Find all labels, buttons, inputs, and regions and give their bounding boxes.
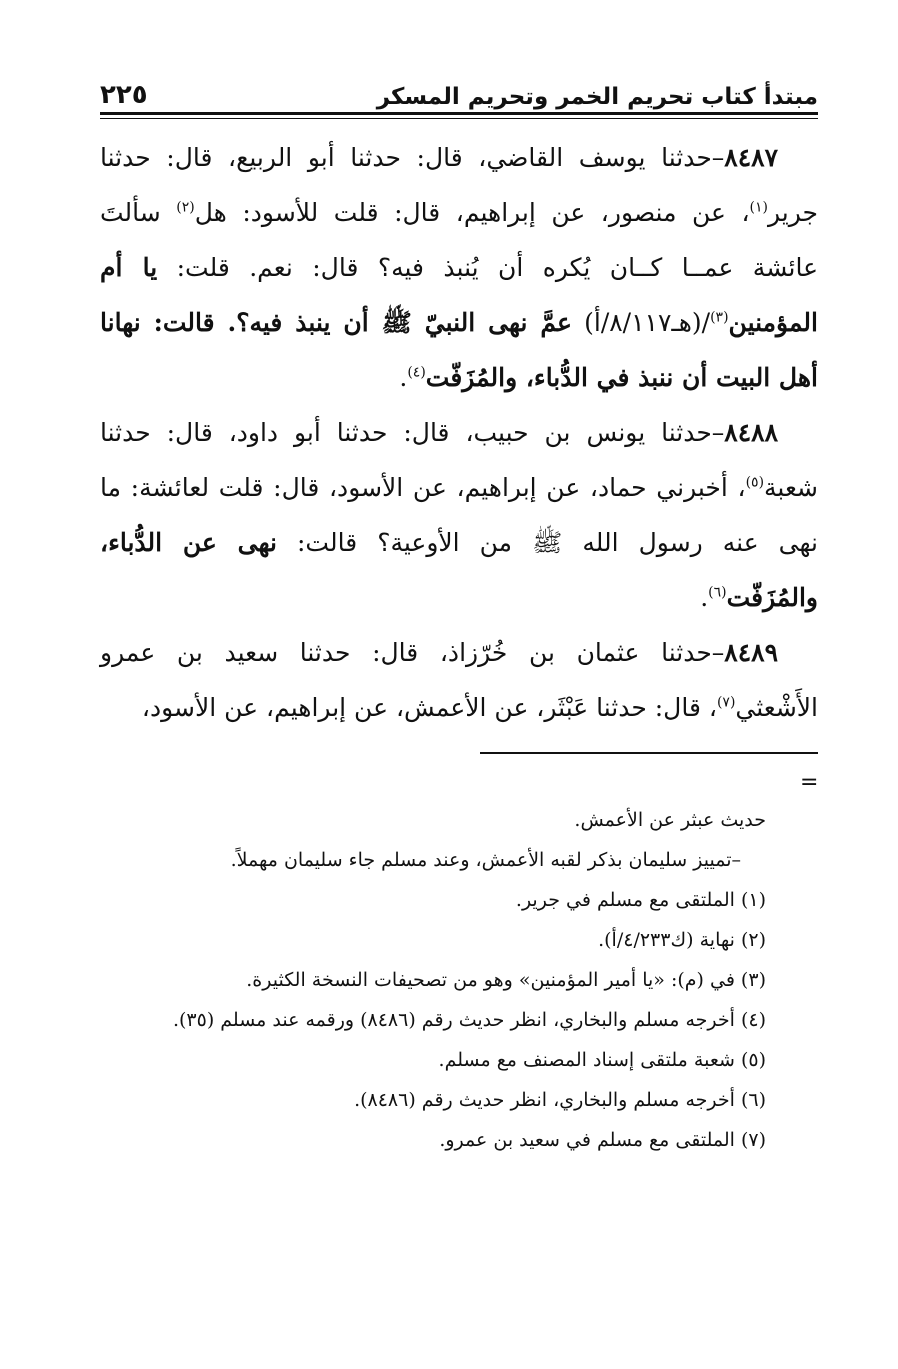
footnote-ref: (٣) (710, 309, 729, 326)
footnote-continuation: –تمييز سليمان بذكر لقبه الأعمش، وعند مسلم جاء سليمان مهملاً. (230, 849, 741, 871)
hadith-matn: عمَّ نهى النبيّ ﷺ أن ينبذ فيه؟. قالت: نهانا أهل البيت أن ننبذ في الدُّباء، والمُزَفّت (100, 308, 818, 392)
hadith-text: سألتَ عائشة عمــا كــان يُكره أن يُنبذ فيه؟ قال: نعم. قلت: (100, 198, 818, 282)
footnote-item: (٥) شعبة ملتقى إسناد المصنف مع مسلم. (438, 1049, 766, 1071)
footnote-item: (٧) الملتقى مع مسلم في سعيد بن عمرو. (439, 1129, 766, 1151)
hadith-text: –حدثنا يوسف القاضي، قال: حدثنا أبو الربيع، قال: حدثنا جرير (100, 143, 818, 227)
header-rule-thin (100, 118, 818, 119)
hadith-number: ٨٤٨٩ (724, 638, 778, 667)
footnote-ref: (٤) (407, 364, 426, 381)
running-title: مبتدأ كتاب تحريم الخمر وتحريم المسكر (376, 84, 818, 110)
page-header (100, 70, 818, 110)
hadith-number: ٨٤٨٨ (724, 418, 778, 447)
footnote-item: (٦) أخرجه مسلم والبخاري، انظر حديث رقم (٨٤٨٦). (354, 1089, 766, 1111)
header-rule-thick (100, 112, 818, 115)
footnote-separator (480, 752, 818, 754)
continuation-mark: = (800, 770, 819, 795)
footnote-item: (٣) في (م): «يا أمير المؤمنين» وهو من تصحيفات النسخة الكثيرة. (246, 969, 766, 991)
footnote-item: (١) الملتقى مع مسلم في جرير. (515, 889, 766, 911)
hadith-text: –حدثنا عثمان بن خُرّزاذ، قال: حدثنا سعيد بن عمرو الأَشْعثي (100, 638, 818, 722)
page-number: ٢٢٥ (100, 80, 148, 110)
footnote-ref: (١) (749, 199, 768, 216)
main-text (100, 130, 818, 735)
hadith-text: ، عن منصور، عن إبراهيم، قال: قلت للأسود: هل (194, 198, 750, 227)
hadith-text: . (700, 583, 709, 612)
hadith-text: ، قال: حدثنا عَبْثَر، عن الأعمش، عن إبراهيم، عن الأسود، (141, 693, 717, 722)
hadith-8489 (100, 625, 818, 735)
hadith-text: –حدثنا يونس بن حبيب، قال: حدثنا أبو داود، قال: حدثنا شعبة (100, 418, 818, 502)
hadith-text: . (399, 363, 408, 392)
footnote-ref: (٢) (176, 199, 195, 216)
hadith-8487 (100, 130, 818, 405)
hadith-bold-text: يا أم المؤمنين (100, 253, 818, 337)
footnote-ref: (٦) (708, 584, 727, 601)
footnote-ref: (٥) (745, 474, 765, 491)
footnote-ref: (٧) (716, 694, 736, 711)
manuscript-ref: /(هـ٨/١١٧/أ) (571, 308, 711, 337)
footnotes (100, 800, 816, 1160)
hadith-8488 (100, 405, 818, 625)
footnote-item: (٢) نهاية (ك٤/٢٣٣/أ). (598, 929, 766, 951)
hadith-text: ، أخبرني حماد، عن إبراهيم، عن الأسود، قال: قلت لعائشة: ما نهى عنه رسول الله ﷺ من الأوعية؟ قالت: (100, 473, 818, 557)
footnote-continuation: حديث عبثر عن الأعمش. (574, 809, 766, 831)
footnote-item: (٤) أخرجه مسلم والبخاري، انظر حديث رقم (٨٤٨٦) ورقمه عند مسلم (٣٥). (172, 1009, 766, 1031)
hadith-number: ٨٤٨٧ (724, 143, 778, 172)
hadith-matn: نهى عن الدُّباء، والمُزَفّت (100, 528, 818, 612)
